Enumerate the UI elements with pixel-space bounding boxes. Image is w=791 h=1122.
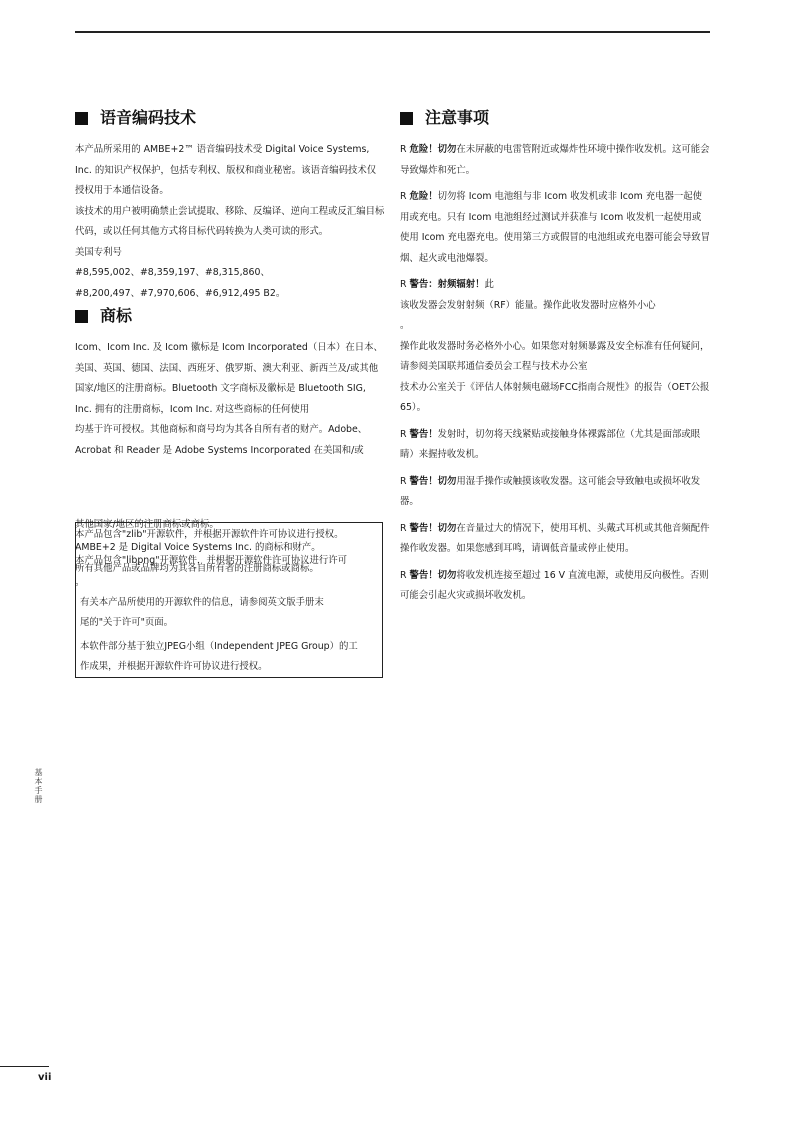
precaution-item: R 警告：射频辐射！此: [400, 279, 494, 290]
section-heading-trademarks: [75, 304, 385, 328]
overlay-line: AMBE+2 是 Digital Voice Systems Inc. 的商标和财产。: [75, 542, 321, 553]
precaution-text: 技术办公室关于《评估人体射频电磁场FCC指南合规性》的报告（OET公报65）。: [400, 381, 710, 413]
open-source-note-box: [75, 522, 383, 678]
paragraph: #8,200,497、#7,970,606、#6,912,495 B2。: [75, 287, 286, 299]
paragraph: Icom、Icom Inc. 及 Icom 徽标是 Icom Incorporated（日本）在日本、美国、英国、德国、法国、西班牙、俄罗斯、澳大利亚、新西兰及/或其他国家/地区的注册商标。Bluetooth 文字商标及徽标是 Bluetooth SIG, Inc. 拥有的注册商标，Icom Inc. 对这些商标的任何使用: [75, 342, 383, 415]
section-heading-precautions: [400, 106, 710, 130]
paragraph: 该技术的用户被明确禁止尝试提取、移除、反编译、逆向工程或反汇编目标代码，或以任何其他方式将目标代码转换为人类可读的形式。: [75, 205, 385, 237]
precaution-item: R 警告！切勿将收发机连接至超过 16 V 直流电源，或使用反向极性。否则可能会引起火灾或损坏收发机。: [400, 569, 709, 601]
top-rule: [75, 31, 710, 33]
precaution-item: R 危险！切勿在未屏蔽的电雷管附近或爆炸性环境中操作收发机。这可能会导致爆炸和死亡。: [400, 144, 710, 176]
overlay-line: 本产品包含"libpng"开源软件，并根据开源软件许可协议进行许可: [75, 555, 348, 566]
bottom-rule: [0, 1066, 49, 1067]
section-title: 注意事项: [425, 108, 490, 127]
precaution-text: 。: [400, 320, 410, 331]
note-line: 有关本产品所使用的开源软件的信息，请参阅英文版手册末: [80, 597, 324, 608]
precaution-item: R 警告！切勿用湿手操作或触摸该收发器。这可能会导致触电或损坏收发器。: [400, 475, 701, 507]
square-bullet-icon: [75, 112, 88, 125]
precaution-text: 操作此收发器时务必格外小心。如果您对射频暴露及安全标准有任何疑问，请参阅美国联邦通信委员会工程与技术办公室: [400, 340, 710, 372]
note-line: 作成果，并根据开源软件许可协议进行授权。: [80, 660, 268, 672]
precaution-item: R 危险！切勿将 Icom 电池组与非 Icom 收发机或非 Icom 充电器一起使用或充电。只有 Icom 电池组经过测试并获准与 Icom 收发机一起使用或使用 Icom 充电器充电。使用第三方或假冒的电池组或充电器可能会导致冒烟、起火或电池爆裂。: [400, 191, 711, 264]
paragraph: 本产品所采用的 AMBE+2™ 语音编码技术受 Digital Voice Systems, Inc. 的知识产权保护，包括专利权、版权和商业秘密。该语音编码技术仅授权用于本通信设备。: [75, 144, 377, 196]
precaution-item: R 警告！发射时，切勿将天线紧贴或接触身体裸露部位（尤其是面部或眼睛）来握持收发机。: [400, 428, 701, 460]
right-column: [400, 106, 710, 607]
square-bullet-icon: [75, 310, 88, 323]
paragraph: 均基于许可授权。其他商标和商号均为其各自所有者的财产。Adobe、Acrobat 和 Reader 是 Adobe Systems Incorporated 在美国和/或: [75, 424, 368, 456]
overlay-line: 。: [75, 577, 85, 588]
note-line: 尾的"关于许可"页面。: [80, 616, 174, 628]
paragraph: #8,595,002、#8,359,197、#8,315,860、: [75, 267, 270, 278]
overlay-line: 其他国家/地区的注册商标或商标。: [75, 519, 219, 530]
side-section-label: 基本手册: [34, 768, 43, 804]
left-column: [75, 106, 385, 461]
page-number: vii: [38, 1072, 52, 1083]
overlay-line: 所有其他产品或品牌均为其各自所有者的注册商标或商标。: [75, 563, 319, 574]
paragraph: 美国专利号: [75, 246, 122, 258]
section-title: 语音编码技术: [100, 108, 197, 127]
note-line: 本软件部分基于独立JPEG小组（Independent JPEG Group）的工: [80, 641, 358, 652]
section-title: 商标: [100, 306, 133, 325]
square-bullet-icon: [400, 112, 413, 125]
precaution-text: 该收发器会发射射频（RF）能量。操作此收发器时应格外小心: [400, 299, 656, 311]
precaution-item: R 警告！切勿在音量过大的情况下，使用耳机、头戴式耳机或其他音频配件操作收发器。如果您感到耳鸣，请调低音量或停止使用。: [400, 522, 710, 554]
overlay-line: 本产品包含"zlib"开源软件，并根据开源软件许可协议进行授权。: [75, 529, 344, 540]
section-heading-voice-coding: [75, 106, 385, 130]
